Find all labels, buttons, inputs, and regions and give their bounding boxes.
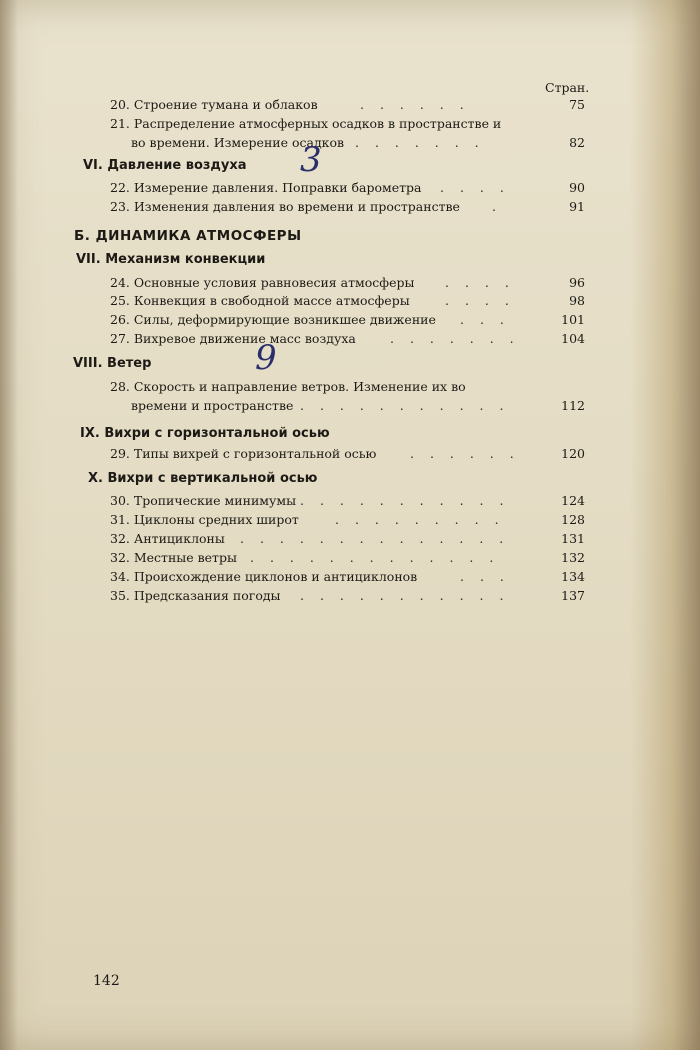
leader-dots: . . . [460, 569, 510, 584]
toc-entry-text: 20. Строение тумана и облаков [110, 97, 318, 112]
chapter-heading: VI. Давление воздуха [83, 158, 247, 173]
toc-entry-text: 35. Предсказания погоды [110, 588, 281, 603]
toc-entry-text: 24. Основные условия равновесия атмосферы [110, 275, 415, 290]
toc-entry-page: 132 [561, 550, 585, 565]
toc-entry-page: 104 [561, 331, 585, 346]
chapter-heading: IX. Вихри с горизонтальной осью [80, 426, 330, 441]
toc-entry-text: 28. Скорость и направление ветров. Изменение их во [110, 379, 466, 394]
toc-entry-text: 32. Антициклоны [110, 531, 225, 546]
leader-dots: . . . . . . . . . . . [300, 398, 510, 413]
leader-dots: . [492, 199, 502, 214]
page-column-header: Стран. [545, 80, 590, 95]
leader-dots: . . . [460, 312, 510, 327]
toc-entry-page: 131 [561, 531, 585, 546]
toc-entry-text: 34. Происхождение циклонов и антициклонов [110, 569, 418, 584]
toc-entry-text: 22. Измерение давления. Поправки барометра [110, 180, 422, 195]
toc-entry-page: 112 [561, 398, 585, 413]
toc-entry-page: 96 [569, 275, 585, 290]
chapter-heading: VIII. Ветер [73, 356, 152, 371]
leader-dots: . . . . [445, 275, 515, 290]
leader-dots: . . . . . . . [390, 331, 520, 346]
toc-entry-page: 90 [569, 180, 585, 195]
toc-entry-page: 82 [569, 135, 585, 150]
leader-dots: . . . . . . . . . . . . . [250, 550, 500, 565]
toc-entry-page: 91 [569, 199, 585, 214]
leader-dots: . . . . . . [410, 446, 520, 461]
toc-entry-page: 137 [561, 588, 585, 603]
toc-entry-text: 30. Тропические минимумы [110, 493, 297, 508]
leader-dots: . . . . . . . . . . . [300, 493, 510, 508]
toc-entry-continuation: во времени. Измерение осадков [131, 135, 345, 150]
toc-entry-page: 98 [569, 293, 585, 308]
leader-dots: . . . . . . [360, 97, 470, 112]
toc-entry-text: 26. Силы, деформирующие возникшее движение [110, 312, 436, 327]
toc-entry-page: 128 [561, 512, 585, 527]
toc-entry-page: 134 [561, 569, 585, 584]
page-number: 142 [93, 973, 120, 989]
handwritten-mark: 3 [300, 140, 322, 180]
handwritten-mark: 9 [255, 338, 277, 378]
toc-entry-text: 32. Местные ветры [110, 550, 237, 565]
leader-dots: . . . . [445, 293, 515, 308]
toc-entry-continuation: времени и пространстве [131, 398, 294, 413]
leader-dots: . . . . . . . . . . . . . . [240, 531, 510, 546]
leader-dots: . . . . . . . [355, 135, 485, 150]
section-heading: Б. ДИНАМИКА АТМОСФЕРЫ [74, 228, 302, 244]
toc-entry-page: 101 [561, 312, 585, 327]
toc-entry-text: 23. Изменения давления во времени и пространстве [110, 199, 460, 214]
toc-entry-page: 124 [561, 493, 585, 508]
toc-entry-text: 27. Вихревое движение масс воздуха [110, 331, 356, 346]
toc-entry-text: 29. Типы вихрей с горизонтальной осью [110, 446, 377, 461]
toc-entry-text: 31. Циклоны средних широт [110, 512, 299, 527]
chapter-heading: VII. Механизм конвекции [76, 252, 266, 267]
toc-entry-page: 120 [561, 446, 585, 461]
chapter-heading: X. Вихри с вертикальной осью [88, 471, 318, 486]
toc-entry-text: 21. Распределение атмосферных осадков в пространстве и [110, 116, 502, 131]
toc-entry-page: 75 [569, 97, 585, 112]
toc-entry-text: 25. Конвекция в свободной массе атмосферы [110, 293, 410, 308]
leader-dots: . . . . [440, 180, 510, 195]
leader-dots: . . . . . . . . . [335, 512, 505, 527]
leader-dots: . . . . . . . . . . . [300, 588, 510, 603]
